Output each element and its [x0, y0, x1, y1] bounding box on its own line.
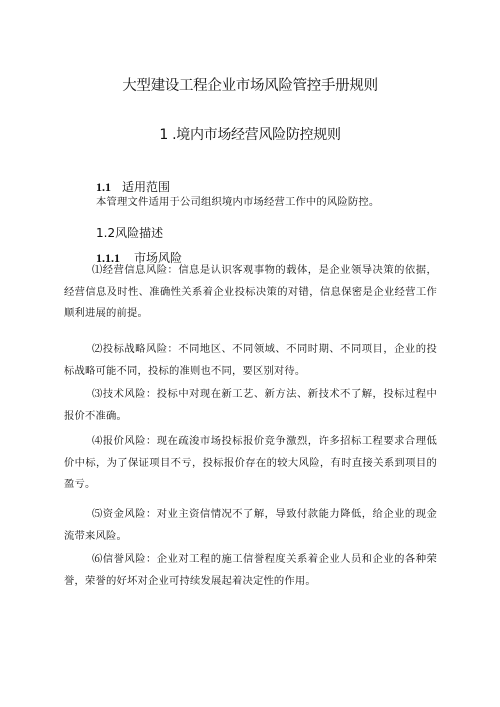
paragraph-price-risk: ⑷报价风险：现在疏浚市场投标报价竞争激烈，许多招标工程要求合理低价中标，为了保证项目不亏，投标报价存在的较大风险，有时直接关系到项目的盈亏。: [64, 435, 437, 490]
section-number: 1.1: [96, 180, 111, 194]
section-title: 适用范围: [122, 180, 171, 194]
section-heading-1-2: [96, 224, 163, 241]
document-title: 大型建设工程企业市场风险管控手册规则: [122, 78, 378, 94]
section-title: 市场风险: [134, 251, 183, 265]
paragraph-fund-risk: ⑸资金风险：对业主资信情况不了解，导致付款能力降低，给企业的现金流带来风险。: [64, 508, 437, 542]
paragraph-strategy-risk: ⑵投标战略风险：不同地区、不同领域、不同时期、不同项目，企业的投标战略可能不同，投标的准则也不同，要区别对待。: [64, 343, 437, 377]
paragraph-tech-risk: ⑶技术风险：投标中对现在新工艺、新方法、新技术不了解，投标过程中报价不准确。: [64, 388, 437, 422]
section-number: 1.1.1: [96, 251, 120, 265]
paragraph-credit-risk: ⑹信誉风险：企业对工程的施工信誉程度关系着企业人员和企业的各种荣誉，荣誉的好坏对企业可持续发展起着决定性的作用。: [64, 553, 437, 587]
section-title: 1.2风险描述: [96, 226, 164, 240]
paragraph-info-risk: ⑴经营信息风险：信息是认识客观事物的载体，是企业领导决策的依据，经营信息及时性、准确性关系着企业投标决策的对错，信息保密是企业经营工作顺利进展的前提。: [64, 264, 437, 319]
chapter-title: 1 .境内市场经营风险防控规则: [159, 127, 341, 143]
scope-paragraph: 本管理文件适用于公司组织境内市场经营工作中的风险防控。: [96, 196, 380, 208]
